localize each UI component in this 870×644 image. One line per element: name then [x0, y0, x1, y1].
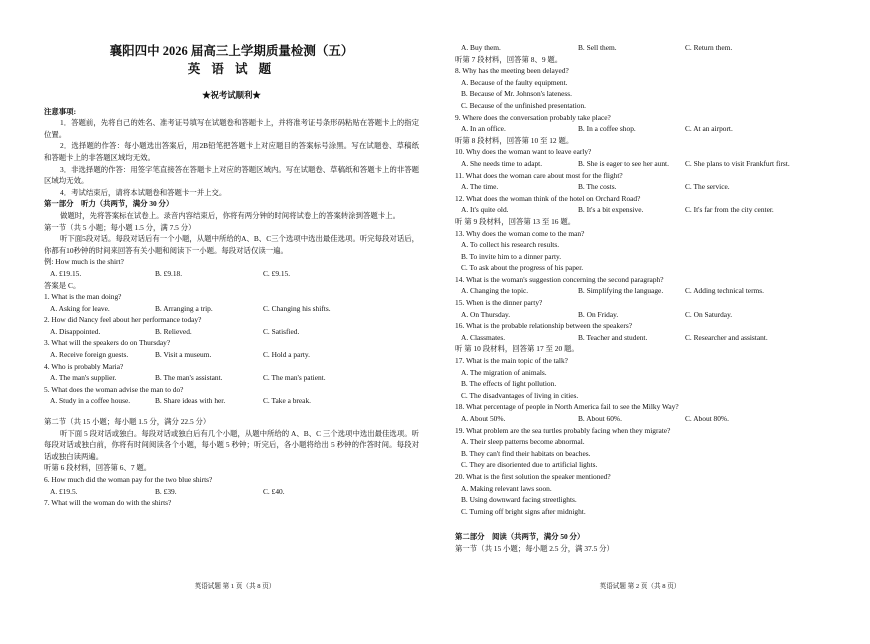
question-stem: 2. How did Nancy feel about her performance today? — [44, 315, 202, 325]
option-line: A. Their sleep patterns become abnormal. — [461, 437, 585, 447]
footer-right: 英语试题 第 2 页（共 8 页） — [599, 583, 681, 590]
question-options — [455, 181, 825, 193]
question-stem: 13. Why does the woman come to the man? — [455, 228, 585, 238]
question-options — [455, 332, 825, 344]
question-stem: 20. What is the first solution the speaker mentioned? — [455, 471, 611, 481]
question-6: 6. How much did the woman pay for the two blue shirts? — [44, 475, 213, 484]
notes-list — [44, 117, 419, 198]
option-b: B. Simplifying the language. — [578, 286, 664, 296]
question-6-options — [44, 486, 419, 498]
option-b: B. She is eager to see her aunt. — [578, 158, 669, 168]
question-stem: 1. What is the man doing? — [44, 292, 122, 302]
question-options — [455, 285, 825, 297]
question-stem: 16. What is the probable relationship between the speakers? — [455, 321, 632, 331]
question-7-options — [455, 42, 825, 54]
option-c: C. Researcher and assistant. — [685, 332, 768, 342]
option-b: B. The costs. — [578, 182, 617, 192]
question-options — [44, 395, 419, 407]
option-line: C. The disadvantages of living in cities. — [461, 390, 579, 400]
option-b: B. The man's assistant. — [155, 373, 223, 383]
option-line: C. Because of the unfinished presentation. — [461, 100, 586, 110]
question-stem: 8. Why has the meeting been delayed? — [455, 66, 569, 76]
question-stem: 听 第 9 段材料，回答第 13 至 16 题。 — [455, 216, 576, 226]
question-stem: 5. What does the woman advise the man to do? — [44, 384, 184, 394]
example-question: 例: How much is the shirt? — [44, 257, 124, 267]
question-stem: 4. Who is probably Maria? — [44, 361, 124, 371]
option-line: A. To collect his research results. — [461, 240, 560, 250]
part1-heading: 第一部分 听力（共两节，满分 30 分） — [44, 199, 174, 209]
example-answer: 答案是 C。 — [44, 280, 81, 290]
q7-option-b: B. Sell them. — [578, 43, 617, 52]
option-b: B. Teacher and student. — [578, 332, 648, 342]
example-option-a: A. £19.15. — [50, 268, 82, 278]
option-a: A. Study in a coffee house. — [50, 396, 131, 406]
option-c: C. Satisfied. — [263, 326, 300, 336]
note-item: 4．考试结束后，请将本试题卷和答题卡一并上交。 — [60, 187, 227, 197]
q7-option-a: A. Buy them. — [461, 43, 501, 52]
option-line: A. Making relevant laws soon. — [461, 483, 552, 493]
question-stem: 10. Why does the woman want to leave early? — [455, 147, 592, 157]
option-line: B. The effects of light pollution. — [461, 379, 557, 389]
option-a: A. The man's supplier. — [50, 373, 117, 383]
q7-option-c: C. Return them. — [685, 43, 733, 52]
question-options — [44, 326, 419, 338]
example-option-c: C. £9.15. — [263, 268, 291, 278]
example-options — [44, 268, 419, 280]
option-line: B. To invite him to a dinner party. — [461, 251, 562, 261]
question-stem: 19. What problem are the sea turtles probably facing when they migrate? — [455, 425, 671, 435]
option-c: C. Changing his shifts. — [263, 303, 331, 313]
option-a: A. She needs time to adapt. — [461, 158, 543, 168]
option-line: A. The migration of animals. — [461, 367, 547, 377]
option-a: A. About 50%. — [461, 414, 506, 423]
question-stem: 3. What will the speakers do on Thursday? — [44, 338, 171, 348]
option-a: A. Classmates. — [461, 332, 506, 342]
good-luck-banner: ★祝考试顺利★ — [202, 91, 261, 100]
section1-heading: 第一节（共 5 小题；每小题 1.5 分，满 7.5 分） — [44, 222, 196, 232]
option-c: C. About 80%. — [685, 414, 729, 423]
option-c: C. On Saturday. — [685, 309, 733, 319]
question-options — [44, 372, 419, 384]
question-stem: 听第 8 段材料，回答第 10 至 12 题。 — [455, 135, 574, 145]
option-a: A. Changing the topic. — [461, 286, 529, 296]
option-c: C. The man's patient. — [263, 373, 326, 383]
question-stem: 听 第 10 段材料，回答第 17 至 20 题。 — [455, 344, 579, 354]
option-b: B. Arranging a trip. — [155, 303, 213, 313]
left-column — [44, 0, 419, 602]
option-a: A. It's quite old. — [461, 205, 509, 215]
left-questions — [44, 291, 419, 407]
question-options — [44, 303, 419, 315]
option-a: A. On Thursday. — [461, 309, 511, 319]
right-column — [455, 0, 825, 644]
note-7: 听第 7 段材料，回答第 8、9 题。 — [455, 54, 563, 64]
option-c: C. Hold a party. — [263, 350, 310, 360]
question-7-stem: 7. What will the woman do with the shirts? — [44, 498, 172, 508]
option-line: B. They can't find their habitats on beaches. — [461, 448, 591, 458]
exam-title: 襄阳四中 2026 届高三上学期质量检测（五） — [109, 44, 354, 58]
question-stem: 11. What does the woman care about most for the flight? — [455, 170, 623, 180]
question-options — [455, 123, 825, 135]
option-line: C. To ask about the progress of his paper. — [461, 263, 584, 273]
q6-option-a: A. £19.5. — [50, 486, 78, 496]
question-options — [44, 349, 419, 361]
option-line: C. They are disoriented due to artificial lights. — [461, 460, 598, 470]
question-stem: 17. What is the main topic of the talk? — [455, 356, 568, 366]
note-item: 2．选择题的作答：每小题选出答案后，用2B铅笔把答题卡上对应题目的答案标号涂黑。写在试题卷、草稿纸和答题卡上的非答题区域均无效。 — [44, 141, 419, 162]
option-b: B. On Friday. — [578, 309, 619, 319]
question-stem: 12. What does the woman think of the hotel on Orchard Road? — [455, 193, 641, 203]
question-stem: 18. What percentage of people in North America fail to see the Milky Way? — [455, 402, 679, 412]
right-questions — [455, 65, 825, 517]
part2-heading: 第二部分 阅读（共两节，满分 50 分） — [455, 532, 585, 542]
option-a: A. The time. — [461, 182, 499, 192]
option-b: B. About 60%. — [578, 414, 622, 423]
option-b: B. It's a bit expensive. — [578, 205, 644, 215]
option-a: A. Receive foreign guests. — [50, 350, 129, 360]
option-b: B. Share ideas with her. — [155, 396, 226, 406]
question-stem: 9. Where does the conversation probably take place? — [455, 112, 611, 122]
option-line: C. Turning off bright signs after midnight. — [461, 506, 586, 516]
section1-intro: 听下面5段对话。每段对话后有一个小题，从题中所给的A、B、C三个选项中选出最佳选项。听完每段对话后，你都有10秒钟的时间来回答有关小题和阅读下一小题。每段对话仅读一遍。 — [44, 234, 419, 255]
option-c: C. At an airport. — [685, 124, 733, 134]
option-b: B. In a coffee shop. — [578, 124, 636, 134]
note-item: 3．非选择题的作答：用签字笔直接答在答题卡上对应的答题区域内。写在试题卷、草稿纸和答题卡上的非答题区域均无效。 — [44, 164, 419, 186]
option-line: A. Because of the faulty equipment. — [461, 77, 568, 87]
question-stem: 15. When is the dinner party? — [455, 298, 543, 308]
notes-heading: 注意事项: — [44, 106, 77, 116]
option-c: C. Adding technical terms. — [685, 286, 765, 296]
question-options — [455, 204, 825, 216]
option-c: C. She plans to visit Frankfurt first. — [685, 158, 790, 168]
part1-intro: 做题时，先将答案标在试卷上。录音内容结束后，你将有两分钟的时间将试卷上的答案转涂到答题卡上。 — [60, 210, 400, 220]
section2-intro: 听下面 5 段对话或独白。每段对话或独白后有几个小题，从题中所给的 A、B、C 三个选项中选出最佳选项。听每段对话或独白前，你将有时间阅读各个小题，每小题 5 秒钟；听完后，各小题将给出 5 秒钟的作答时间。每段对话或独白读两遍。 — [44, 428, 419, 461]
question-options — [455, 158, 825, 170]
question-options — [455, 413, 825, 425]
section2-heading: 第二节（共 15 小题；每小题 1.5 分，满分 22.5 分） — [44, 417, 211, 427]
question-stem: 14. What is the woman's suggestion concerning the second paragraph? — [455, 274, 664, 284]
option-line: B. Because of Mr. Johnson's lateness. — [461, 89, 572, 99]
option-a: A. Asking for leave. — [50, 303, 110, 313]
question-options — [455, 309, 825, 321]
option-c: C. Take a break. — [263, 396, 311, 406]
part2-section1: 第一节（共 15 小题；每小题 2.5 分，满 37.5 分） — [455, 543, 614, 553]
note-item: 1．答题前，先将自己的姓名、准考证号填写在试题卷和答题卡上，并将准考证号条形码粘贴在答题卡上的指定位置。 — [44, 118, 419, 139]
q6-note: 听第 6 段材料，回答第 6、7 题。 — [44, 463, 152, 473]
option-a: A. Disappointed. — [50, 326, 101, 336]
footer-left: 英语试题 第 1 页（共 8 页） — [194, 583, 276, 590]
option-c: C. The service. — [685, 182, 730, 192]
option-b: B. Relieved. — [155, 326, 192, 336]
q6-option-c: C. £40. — [263, 486, 285, 496]
example-option-b: B. £9.18. — [155, 268, 183, 278]
option-a: A. In an office. — [461, 124, 506, 134]
option-b: B. Visit a museum. — [155, 350, 212, 360]
exam-subtitle: 英 语 试 题 — [187, 62, 276, 76]
q6-option-b: B. £39. — [155, 486, 177, 496]
option-line: B. Using downward facing streetlights. — [461, 495, 577, 505]
option-c: C. It's far from the city center. — [685, 205, 774, 215]
